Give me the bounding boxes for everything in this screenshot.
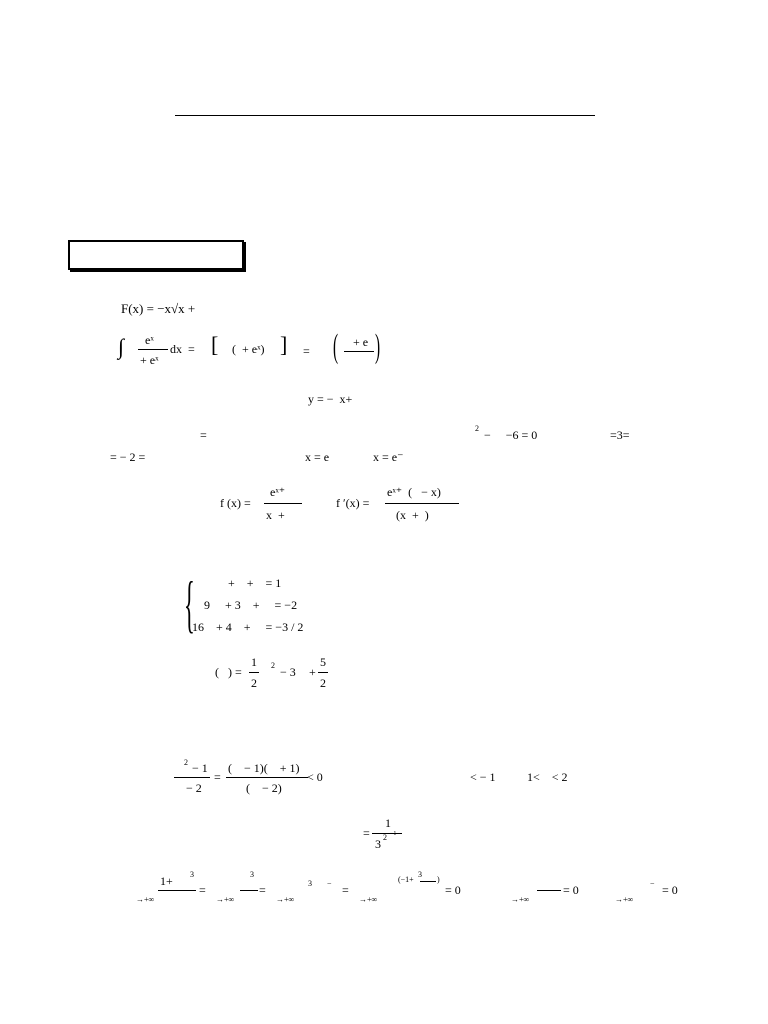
lim-a-equals: =	[199, 883, 206, 897]
result-mid: − 3	[280, 665, 296, 679]
ineq-less-zero: < 0	[307, 770, 323, 784]
lim-f-sub: →+∞	[615, 895, 634, 904]
root-minus2: = − 2 =	[110, 450, 146, 464]
lim-d-exp-bar	[420, 881, 436, 882]
f-numerator: eˣ⁺	[270, 485, 286, 499]
bracket-right: ]	[280, 332, 288, 357]
paren-fraction-bar	[344, 351, 374, 352]
lim-d-sub: →+∞	[359, 895, 378, 904]
system-brace: {	[184, 568, 195, 639]
system-row-3: 16 + 4 + = −3 / 2	[192, 620, 304, 634]
ineq-bar-left	[174, 777, 210, 778]
integral-fraction-bar	[138, 349, 168, 350]
half-denominator: 2	[251, 676, 257, 690]
section-title-box	[68, 240, 244, 270]
lim-e-sub: →+∞	[511, 895, 530, 904]
paren-left: (	[333, 328, 339, 365]
frac3-bar	[372, 833, 402, 834]
five-numerator: 5	[320, 655, 326, 669]
paren-fraction-top: + e	[353, 335, 369, 349]
frac3-denominator: 3	[375, 837, 381, 851]
antiderivative-formula: F(x) = −x√x +	[121, 301, 196, 316]
lim-b-sub: →+∞	[216, 895, 235, 904]
lim-d-exp: (−1+	[398, 875, 414, 884]
lim-b-equals: =	[259, 883, 266, 897]
f-label: f (x) =	[220, 496, 251, 510]
ineq-bottom: − 2	[186, 781, 202, 795]
ineq-rhs-denominator: ( − 2)	[246, 781, 282, 795]
f-denominator: x +	[266, 508, 285, 522]
x-equals-e: x = e	[305, 450, 330, 464]
equals-1: =	[200, 428, 207, 442]
frac3-supsup: −1	[390, 831, 397, 837]
root-3: =3=	[610, 428, 630, 442]
frac3-sup: 2	[383, 833, 387, 842]
result-plus: +	[309, 665, 316, 679]
five-bar	[318, 672, 328, 673]
lim-d-equals-zero: = 0	[445, 883, 461, 897]
integral-numerator: eˣ	[145, 333, 154, 347]
tangent-line: y = − x+	[308, 392, 353, 406]
system-row-2: 9 + 3 + = −2	[204, 598, 298, 612]
lim-b-bar	[240, 890, 258, 891]
paren-right: )	[375, 328, 381, 365]
five-denominator: 2	[320, 676, 326, 690]
lim-c-equals: =	[342, 883, 349, 897]
result-sup: 2	[271, 661, 275, 670]
f-fraction-bar	[264, 503, 302, 504]
half-bar	[249, 672, 259, 673]
integral-sign: ∫	[118, 334, 125, 359]
ineq-cond-2: 1< < 2	[527, 770, 568, 784]
fprime-label: f ʹ(x) =	[336, 496, 370, 510]
quad-sup: 2	[475, 424, 479, 433]
lim-a-numerator: 1+	[160, 874, 173, 888]
lim-f-minus: −	[650, 879, 655, 888]
header-rule	[175, 115, 595, 116]
lim-e-bar	[537, 890, 561, 891]
lim-c-sub: →+∞	[276, 895, 295, 904]
system-row-1: + + = 1	[228, 576, 282, 590]
ineq-top: − 1	[192, 761, 208, 775]
ineq-equals: =	[214, 770, 221, 784]
fprime-denominator: (x + )	[396, 508, 429, 522]
result-lhs: ( ) =	[215, 665, 242, 679]
half-numerator: 1	[251, 655, 257, 669]
lim-a-sub: →+∞	[136, 895, 155, 904]
ineq-sup: 2	[184, 758, 188, 767]
lim-e-equals-zero: = 0	[563, 883, 579, 897]
lim-d-exp-end: )	[437, 875, 440, 884]
quadratic-equation: − −6 = 0	[484, 428, 538, 442]
lim-a-bar	[158, 890, 196, 891]
lim-a-sup: 3	[190, 870, 194, 879]
integral-denominator: + eˣ	[140, 353, 159, 367]
ineq-bar-right	[226, 777, 308, 778]
ineq-cond-1: < − 1	[470, 770, 496, 784]
ineq-rhs-numerator: ( − 1)( + 1)	[228, 761, 300, 775]
fprime-numerator: eˣ⁺ ( − x)	[387, 485, 441, 499]
lim-c-minus: −	[327, 879, 332, 888]
frac3-numerator: 1	[385, 816, 391, 830]
lim-c-sup: 3	[308, 879, 312, 888]
bracket-left: [	[211, 332, 219, 357]
lim-b-sup: 3	[250, 870, 254, 879]
integral-equals: =	[303, 344, 310, 358]
integral-middle: ( + eˣ)	[232, 342, 265, 356]
lim-d-exp-sup: 3	[418, 870, 422, 879]
frac3-equals: =	[363, 826, 370, 840]
integral-dx: dx =	[170, 342, 195, 356]
x-equals-e-inverse: x = e⁻	[373, 450, 404, 464]
fprime-fraction-bar	[385, 503, 459, 504]
lim-f-equals-zero: = 0	[662, 883, 678, 897]
